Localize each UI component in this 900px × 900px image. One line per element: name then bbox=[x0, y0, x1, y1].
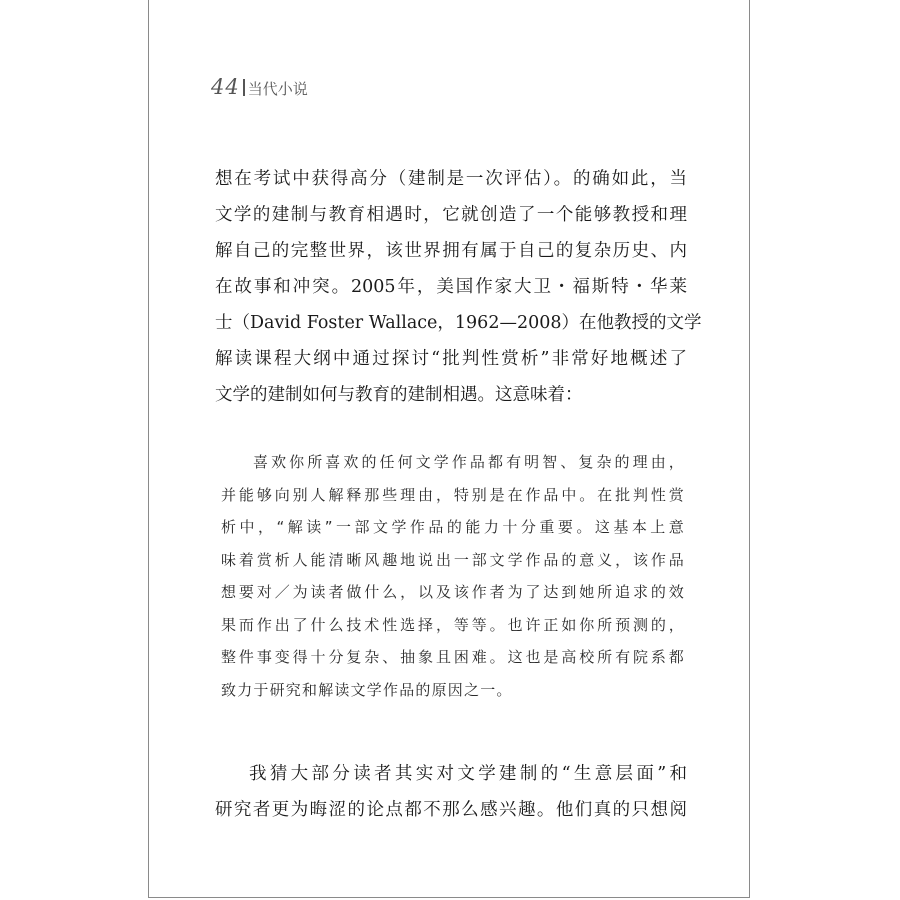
paragraph-1 bbox=[215, 161, 702, 413]
paragraph-line: 文学的建制与教育相遇时，它就创造了一个能够教授和理 bbox=[215, 205, 687, 225]
quote-line: 整件事变得十分复杂、抽象且困难。这也是高校所有院系都 bbox=[221, 648, 685, 666]
quote-line: 味着赏析人能清晰风趣地说出一部文学作品的意义，该作品 bbox=[221, 550, 685, 569]
quote-line: 致力于研究和解读文学作品的原因之一。 bbox=[221, 680, 513, 699]
paragraph-line: 研究者更为晦涩的论点都不那么感兴趣。他们真的只想阅 bbox=[215, 800, 687, 820]
quote-line: 析中，“解读”一部文学作品的能力十分重要。这基本上意 bbox=[221, 518, 685, 536]
paragraph-line: 解自己的完整世界，该世界拥有属于自己的复杂历史、内 bbox=[215, 241, 687, 261]
paragraph-line: 文学的建制如何与教育的建制相遇。这意味着： bbox=[215, 385, 583, 405]
paragraph-line: 在故事和冲突。2005年，美国作家大卫・福斯特・华莱 bbox=[215, 277, 687, 297]
book-page bbox=[148, 0, 750, 898]
page-number: 44 bbox=[211, 75, 240, 99]
paragraph-2 bbox=[215, 756, 687, 828]
running-title: 当代小说 bbox=[247, 80, 308, 98]
block-quote bbox=[221, 446, 685, 706]
quote-line: 果而作出了什么技术性选择，等等。也许正如你所预测的， bbox=[221, 615, 685, 634]
quote-line: 想要对／为读者做什么，以及该作者为了达到她所追求的效 bbox=[221, 583, 685, 601]
quote-line: 并能够向别人解释那些理由，特别是在作品中。在批判性赏 bbox=[221, 485, 685, 504]
paragraph-line: 士（David Foster Wallace，1962—2008）在他教授的文学 bbox=[215, 313, 702, 333]
header-divider bbox=[243, 79, 245, 96]
quote-line: 喜欢你所喜欢的任何文学作品都有明智、复杂的理由， bbox=[253, 453, 685, 471]
paragraph-line: 解读课程大纲中通过探讨“批判性赏析”非常好地概述了 bbox=[215, 349, 687, 369]
paragraph-line: 我猜大部分读者其实对文学建制的“生意层面”和 bbox=[249, 764, 687, 784]
page-header bbox=[211, 66, 308, 98]
paragraph-line: 想在考试中获得高分（建制是一次评估）。的确如此，当 bbox=[215, 169, 687, 189]
